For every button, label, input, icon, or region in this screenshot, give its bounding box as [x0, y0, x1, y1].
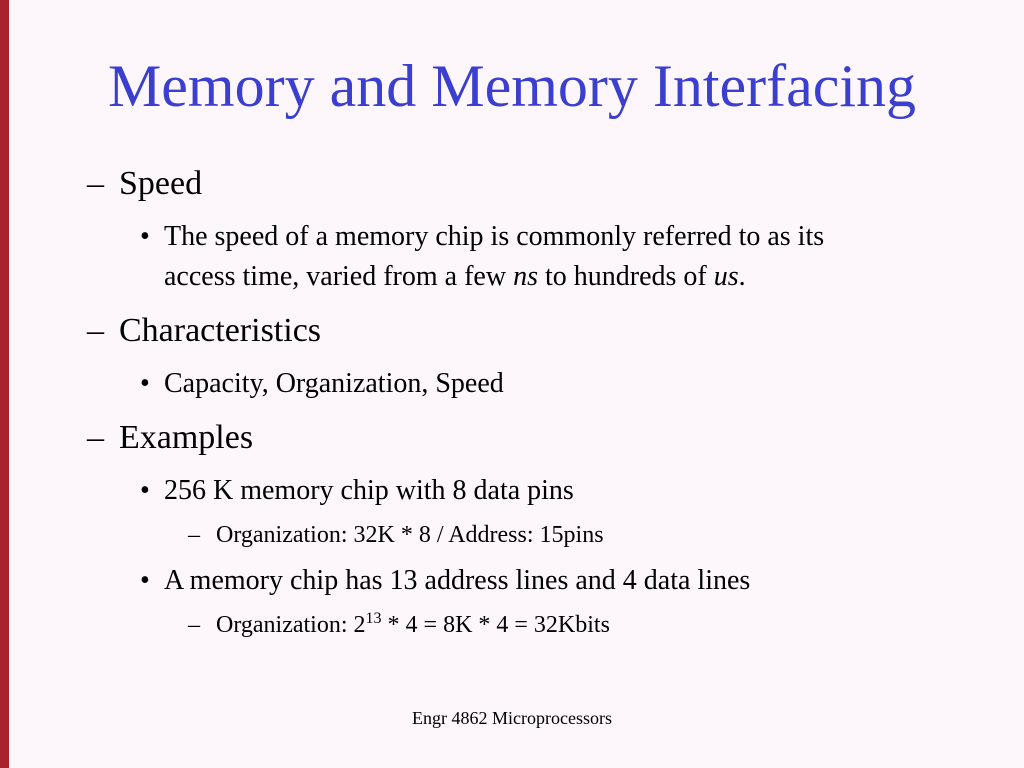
- example-2-sub-exponent: 13: [365, 610, 382, 627]
- speed-line2-prefix: access time, varied from a few: [164, 261, 514, 292]
- characteristics-heading: Characteristics: [119, 312, 322, 349]
- example-2-sub-marker: –: [188, 612, 200, 638]
- example-2-bullet-marker: •: [140, 565, 150, 596]
- example-1-sub-text: Organization: 32K * 8 / Address: 15pins: [216, 522, 604, 548]
- characteristics-bullet: Capacity, Organization, Speed: [164, 368, 504, 399]
- speed-line2-suffix: .: [738, 261, 746, 292]
- example-1-bullet-marker: •: [140, 475, 150, 506]
- speed-bullet-line-2: [164, 260, 746, 294]
- speed-heading: Speed: [119, 165, 203, 202]
- example-2-text: A memory chip has 13 address lines and 4 data lines: [164, 565, 751, 596]
- speed-bullet-marker: •: [140, 221, 150, 252]
- slide-title: Memory and Memory Interfacing: [107, 53, 917, 119]
- example-2-sub-prefix: Organization: 2: [216, 612, 366, 638]
- speed-unit-ns: ns: [513, 261, 538, 292]
- speed-dash-marker: –: [87, 165, 104, 202]
- speed-unit-us: us: [713, 261, 739, 292]
- characteristics-dash-marker: –: [87, 312, 104, 349]
- example-1-sub-marker: –: [188, 522, 200, 548]
- example-1-text: 256 K memory chip with 8 data pins: [164, 475, 574, 506]
- examples-dash-marker: –: [87, 419, 104, 456]
- speed-line2-mid: to hundreds of: [537, 261, 714, 292]
- example-2-sub-suffix: * 4 = 8K * 4 = 32Kbits: [381, 612, 610, 638]
- slide-footer: Engr 4862 Microprocessors: [412, 708, 612, 728]
- speed-bullet-line-1: The speed of a memory chip is commonly referred to as its: [164, 221, 825, 252]
- characteristics-bullet-marker: •: [140, 368, 150, 399]
- examples-heading: Examples: [119, 419, 254, 456]
- example-2-sub-text: [216, 610, 610, 640]
